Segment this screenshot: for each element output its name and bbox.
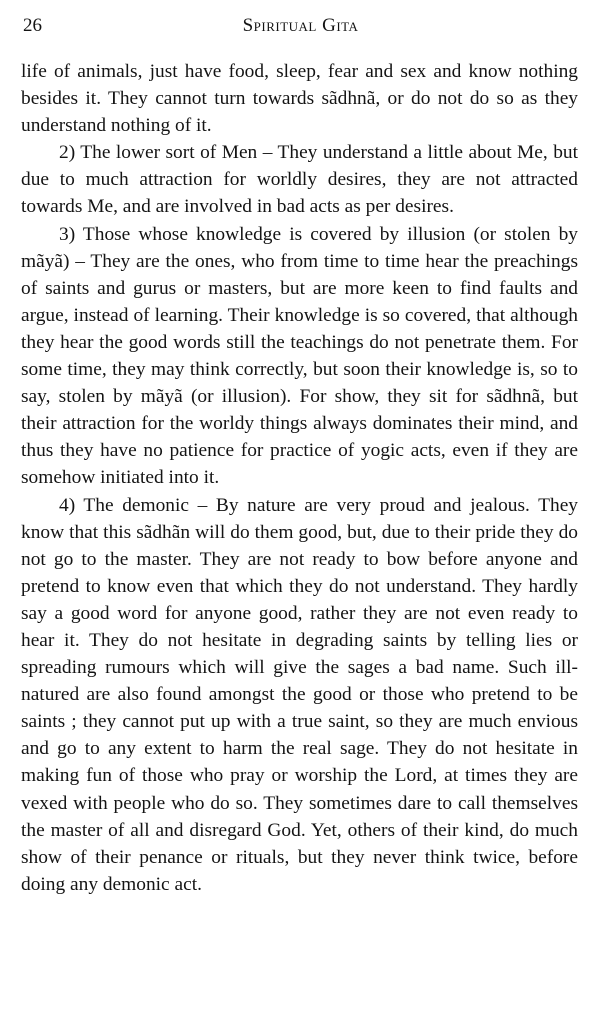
page-header xyxy=(23,14,578,40)
paragraph-the-demonic: 4) The demonic – By nature are very proud and jealous. They know that this sãdhãn will do them good, but, due to their pride they do not go to the master. They are not ready to bow before anyone and pretend to know even that which they do not understand. They hardly say a good word for anyone good, rather they are not even ready to hear it. They do not hesitate in degrading saints by telling lies or spreading rumours which will give the sages a bad name. Such ill-natured are also found amongst the good or those who pretend to be saints ; they cannot put up with a true saint, so they are much envious and go to any extent to harm the real sage. They do not hesitate in making fun of those who pray or worship the Lord, at times they are vexed with people who do so. They sometimes dare to call themselves the master of all and disregard God. Yet, others of their kind, do much show of their penance or rituals, but they never think twice, before doing any demonic act. xyxy=(21,494,578,895)
paragraph-continuation: life of animals, just have food, sleep, fear and sex and know nothing besides it. They cannot turn towards sãdhnã, or do not do so as they understand nothing of it. xyxy=(21,61,578,137)
running-title: Spiritual Gita xyxy=(242,15,359,36)
page-number: 26 xyxy=(23,15,42,36)
paragraph-knowledge-covered-by-illusion: 3) Those whose knowledge is covered by illusion (or stolen by mãyã) – They are the ones, who from time to time hear the preachings of saints and gurus or masters, but are more keen to find faults and argue, instead of learning. Their knowledge is so covered, that although they hear the good words still the teachings do not penetrate them. For some time, they may think correctly, but soon their knowledge is, so to say, stolen by mãyã (or illusion). For show, they sit for sãdhnã, but their attraction for the worldy things always dominates their mind, and thus they have no patience for practice of yogic acts, even if they are somehow initiated into it. xyxy=(21,223,578,489)
paragraph-lower-sort-of-men: 2) The lower sort of Men – They understand a little about Me, but due to much attraction for worldly desires, they are not attracted towards Me, and are involved in bad acts as per desires. xyxy=(21,142,578,218)
body-text xyxy=(21,58,578,898)
